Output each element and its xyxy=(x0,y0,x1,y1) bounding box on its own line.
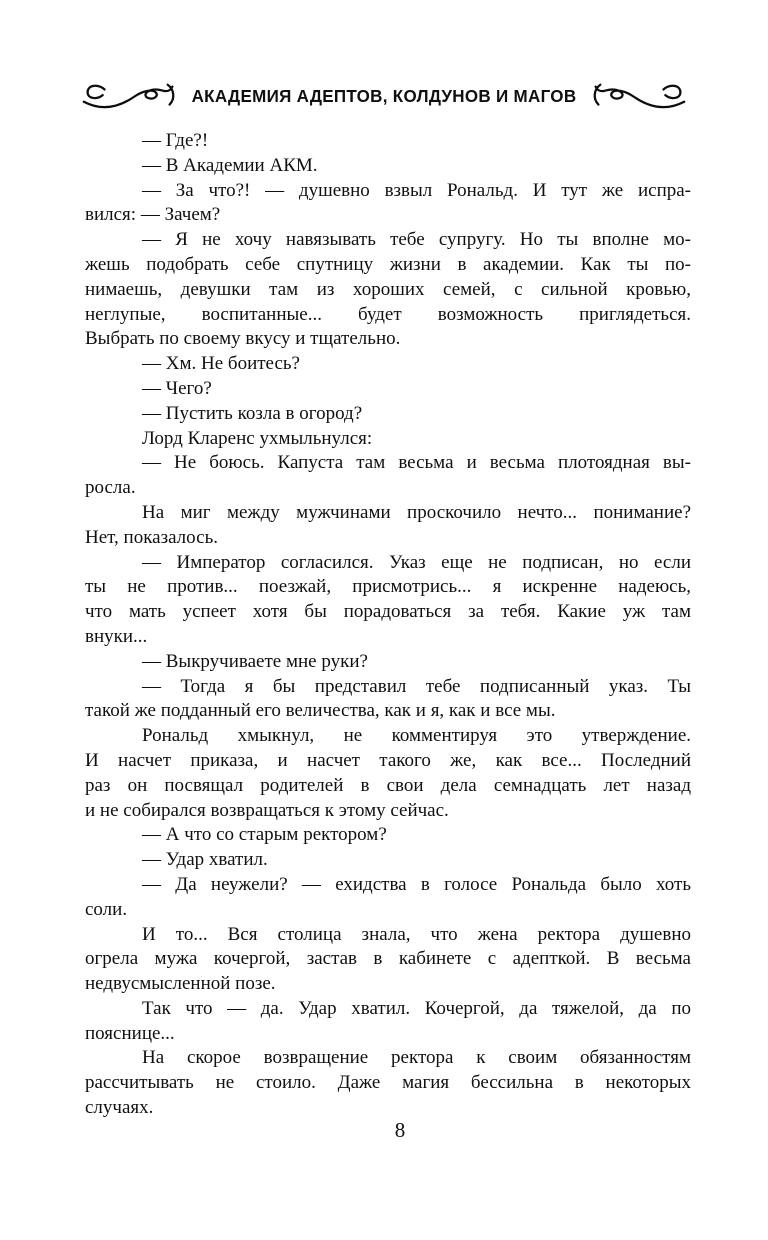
text-line: — Удар хватил. xyxy=(142,849,268,871)
paragraph xyxy=(85,402,691,427)
text-line: Нет, показалось. xyxy=(85,526,218,548)
text-line: — Не боюсь. Капуста там весьма и весьма плотоядная вы- xyxy=(142,452,691,474)
text-line: росла. xyxy=(85,477,136,499)
text-line: На миг между мужчинами проскочило нечто... понимание? xyxy=(142,501,691,523)
paragraph xyxy=(85,823,691,848)
text-line: И насчет приказа, и насчет такого же, как все... Последний xyxy=(85,749,691,771)
text-line: — Тогда я бы представил тебе подписанный указ. Ты xyxy=(142,675,691,697)
text-line: — Император согласился. Указ еще не подписан, но если xyxy=(142,551,691,573)
flourish-left-icon xyxy=(81,82,179,112)
paragraph xyxy=(85,352,691,377)
paragraph xyxy=(85,675,691,725)
paragraph xyxy=(85,848,691,873)
paragraph xyxy=(85,724,691,823)
text-line: жешь подобрать себе спутницу жизни в академии. Как ты по- xyxy=(85,253,691,275)
paragraph xyxy=(85,1046,691,1120)
paragraph xyxy=(85,873,691,923)
text-line: случаях. xyxy=(85,1097,154,1119)
text-line: пояснице... xyxy=(85,1022,175,1044)
paragraph xyxy=(85,551,691,650)
flourish-right-icon xyxy=(589,82,687,112)
text-line: такой же подданный его величества, как и я, как и все мы. xyxy=(85,700,556,722)
text-line: — А что со старым ректором? xyxy=(142,824,387,846)
paragraph xyxy=(85,179,691,229)
text-line: вился: — Зачем? xyxy=(85,204,221,226)
text-line: — За что?! — душевно взвыл Рональд. И тут же испра- xyxy=(142,179,691,201)
page-number: 8 xyxy=(394,1118,406,1142)
text-line: — Пустить козла в огород? xyxy=(142,402,363,424)
paragraph xyxy=(85,129,691,154)
text-line: что мать успеет хотя бы порадоваться за тебя. Какие уж там xyxy=(85,601,691,623)
running-header xyxy=(0,80,768,114)
paragraph xyxy=(85,154,691,179)
text-line: — Хм. Не боитесь? xyxy=(142,353,300,375)
text-line: неглупые, воспитанные... будет возможность приглядеться. xyxy=(85,303,691,325)
paragraph xyxy=(85,997,691,1047)
text-line: соли. xyxy=(85,898,128,920)
text-line: — Я не хочу навязывать тебе супругу. Но ты вполне мо- xyxy=(142,229,691,251)
text-line: рассчитывать не стоило. Даже магия бессильна в некоторых xyxy=(85,1072,691,1094)
text-line: нимаешь, девушки там из хороших семей, с сильной кровью, xyxy=(85,278,691,300)
paragraph xyxy=(85,377,691,402)
text-line: И то... Вся столица знала, что жена ректора душевно xyxy=(142,923,691,945)
paragraph xyxy=(85,228,691,352)
text-line: На скорое возвращение ректора к своим обязанностям xyxy=(142,1047,691,1069)
paragraph xyxy=(85,923,691,997)
paragraph xyxy=(85,451,691,501)
paragraph xyxy=(85,427,691,452)
text-line: недвусмысленной позе. xyxy=(85,973,276,995)
text-line: ты не против... поезжай, присмотрись... я искренне надеюсь, xyxy=(85,576,691,598)
text-line: раз он посвящал родителей в свои дела семнадцать лет назад xyxy=(85,774,691,796)
paragraph xyxy=(85,650,691,675)
text-line: и не собирался возвращаться к этому сейчас. xyxy=(85,799,449,821)
text-line: — В Академии АКМ. xyxy=(142,154,318,176)
text-line: Выбрать по своему вкусу и тщательно. xyxy=(85,328,401,350)
text-line: Лорд Кларенс ухмыльнулся: xyxy=(142,427,373,449)
text-line: Так что — да. Удар хватил. Кочергой, да тяжелой, да по xyxy=(142,997,691,1019)
page-header-title: АКАДЕМИЯ АДЕПТОВ, КОЛДУНОВ И МАГОВ xyxy=(191,86,577,107)
page-body xyxy=(85,129,691,1121)
text-line: — Да неужели? — ехидства в голосе Рональда было хоть xyxy=(142,873,691,895)
text-line: Рональд хмыкнул, не комментируя это утверждение. xyxy=(142,725,691,747)
text-line: — Где?! xyxy=(142,130,209,151)
text-line: внуки... xyxy=(85,625,148,647)
text-line: — Чего? xyxy=(142,377,212,399)
paragraph xyxy=(85,501,691,551)
text-line: огрела мужа кочергой, застав в кабинете с адепткой. В весьма xyxy=(85,948,691,970)
text-line: — Выкручиваете мне руки? xyxy=(142,650,368,672)
